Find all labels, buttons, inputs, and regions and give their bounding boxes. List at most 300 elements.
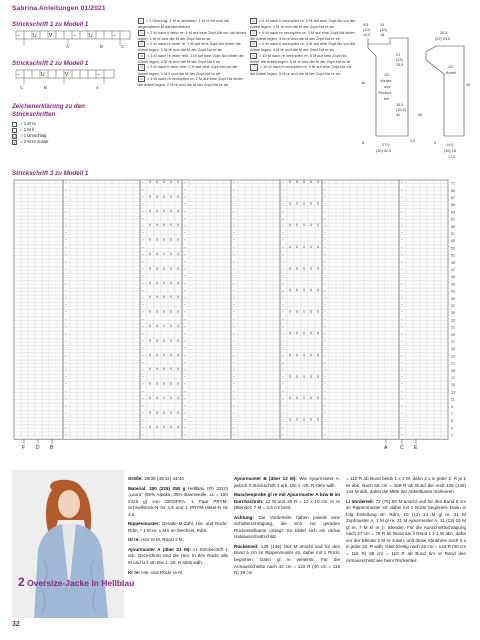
svg-text:–: – (184, 223, 186, 228)
abbr-text: = 6 M nach re verzopfen re: 3 M auf eine Zopf-Nd hinter die Arbeit legen, 3 M re und die M der Zopf-Nd re str (250, 29, 356, 41)
svg-text:–: – (282, 237, 284, 242)
svg-text:U: U (163, 396, 166, 400)
svg-text:–: – (324, 410, 326, 415)
para-text: Hin- und Rückr re M. (140, 569, 184, 575)
svg-text:U: U (170, 208, 173, 213)
svg-text:–: – (65, 352, 67, 357)
svg-text:U: U (170, 424, 173, 429)
svg-text:–: – (324, 374, 326, 379)
svg-text:U: U (289, 266, 292, 271)
svg-text:U: U (170, 381, 173, 386)
svg-text:–: – (324, 403, 326, 408)
svg-text:–: – (282, 424, 284, 429)
svg-text:U: U (41, 72, 45, 78)
svg-text:–: – (65, 237, 67, 242)
svg-text:–: – (65, 316, 67, 321)
svg-text:–: – (142, 180, 144, 184)
svg-text:–: – (65, 396, 67, 400)
svg-text:–: – (401, 244, 403, 249)
svg-text:U: U (170, 410, 173, 415)
row-number: 51 (451, 253, 455, 258)
svg-text:–: – (324, 187, 326, 192)
chart3-bottom-letter: D (36, 445, 40, 452)
legend-text: = 1 Umschlag (20, 133, 47, 138)
svg-text:U: U (163, 237, 166, 242)
svg-text:U: U (163, 223, 166, 228)
svg-text:U: U (317, 417, 320, 422)
svg-text:–: – (233, 374, 235, 379)
svg-text:U: U (149, 396, 152, 400)
svg-text:–: – (233, 252, 235, 256)
svg-text:–: – (324, 180, 326, 184)
schem-label: 9,5 (363, 23, 369, 27)
abbr-entry: ⤱ = 6 M nach re verzopfen re: 3 M auf eine Zopf-Nd hinter die Arbeit legen, 3 M re und die M der Zopf-Nd re str (250, 29, 356, 41)
svg-text:U: U (170, 367, 173, 372)
schem-label: 18 (380, 33, 385, 37)
abbr-text: = 6 M nach li verzopfen re: 3 M auf eine Zopf-Nd vor die Arbeit legen, 3 M re und die M der Zopf-Nd re str (250, 41, 356, 53)
svg-text:U: U (170, 180, 173, 184)
svg-text:U: U (163, 424, 166, 429)
svg-text:U: U (303, 374, 306, 379)
svg-text:–: – (233, 316, 235, 321)
instructions-column-3 (346, 476, 466, 564)
svg-text:–: – (233, 360, 235, 364)
svg-text:U: U (177, 424, 180, 429)
svg-text:–: – (401, 259, 403, 264)
svg-text:U: U (177, 396, 180, 400)
svg-text:–: – (324, 388, 326, 393)
svg-text:–: – (282, 266, 284, 271)
instruction-para (128, 476, 228, 483)
svg-text:U: U (310, 244, 313, 249)
svg-text:–: – (324, 396, 326, 400)
svg-text:U: U (156, 180, 159, 184)
svg-text:–: – (233, 237, 235, 242)
svg-text:–: – (233, 324, 235, 328)
svg-text:U: U (177, 208, 180, 213)
svg-text:U: U (289, 374, 292, 379)
svg-text:–: – (282, 316, 284, 321)
svg-text:–: – (324, 230, 326, 235)
svg-text:U: U (303, 331, 306, 336)
svg-text:–: – (142, 331, 144, 336)
svg-text:–: – (401, 367, 403, 372)
svg-text:U: U (149, 338, 152, 343)
svg-text:–: – (282, 302, 284, 307)
svg-text:U: U (289, 244, 292, 249)
svg-text:–: – (233, 417, 235, 422)
svg-text:–: – (282, 259, 284, 264)
svg-text:–: – (65, 367, 67, 372)
row-number: 9 (451, 404, 453, 409)
schem-label: 35,5 (396, 103, 404, 107)
svg-text:–: – (401, 324, 403, 328)
schem-label: 36 (418, 113, 423, 117)
row-number: 29 (451, 332, 455, 337)
svg-text:U: U (317, 201, 320, 206)
svg-text:–: – (142, 288, 144, 292)
svg-text:U: U (296, 201, 299, 206)
schem-label: (33,5) (396, 108, 406, 112)
svg-text:–: – (184, 201, 186, 206)
svg-text:U: U (310, 331, 313, 336)
photo-caption-text: Oversize-Jacke in Hellblau (27, 578, 135, 588)
svg-text:–: – (184, 244, 186, 249)
svg-text:U: U (156, 352, 159, 357)
svg-text:–: – (184, 180, 186, 184)
svg-text:–: – (233, 259, 235, 264)
chart1-title: Strickschrift 1 zu Modell 1 (12, 21, 89, 28)
svg-text:U: U (296, 417, 299, 422)
svg-text:–: – (142, 252, 144, 256)
svg-text:U: U (289, 223, 292, 228)
legend-item (12, 139, 49, 145)
svg-text:U: U (303, 396, 306, 400)
svg-text:–: – (184, 194, 186, 199)
svg-text:–: – (142, 316, 144, 321)
svg-text:–: – (142, 410, 144, 415)
svg-text:U: U (177, 194, 180, 199)
row-number: 25 (451, 347, 455, 352)
garment-schematic (360, 18, 472, 168)
svg-text:–: – (324, 324, 326, 328)
svg-text:–: – (401, 295, 403, 300)
svg-text:U: U (310, 396, 313, 400)
chart1-letter-a: A (66, 44, 69, 49)
legend-list (12, 121, 49, 145)
svg-text:–: – (282, 410, 284, 415)
svg-text:U: U (177, 352, 180, 357)
svg-text:–: – (233, 201, 235, 206)
row-number: 35 (451, 311, 455, 316)
schem-label: 14 (380, 23, 385, 27)
svg-text:U: U (156, 338, 159, 343)
svg-text:U: U (177, 280, 180, 285)
svg-text:U: U (303, 266, 306, 271)
svg-text:–: – (65, 230, 67, 235)
svg-text:U: U (296, 309, 299, 314)
svg-text:–: – (282, 208, 284, 213)
svg-text:–: – (142, 266, 144, 271)
svg-text:U: U (170, 252, 173, 256)
svg-text:–: – (184, 273, 186, 278)
svg-text:–: – (184, 432, 186, 436)
svg-text:–: – (142, 345, 144, 350)
para-label: Kr re: (128, 569, 141, 575)
svg-text:–: – (282, 223, 284, 228)
para-label: Li Vorderteil: (346, 498, 375, 504)
svg-text:–: – (282, 374, 284, 379)
svg-text:–: – (73, 33, 76, 39)
svg-text:–: – (282, 252, 284, 256)
svg-text:–: – (184, 360, 186, 364)
svg-text:–: – (184, 316, 186, 321)
svg-text:–: – (324, 302, 326, 307)
svg-text:–: – (324, 381, 326, 386)
svg-text:U: U (303, 309, 306, 314)
svg-text:–: – (401, 280, 403, 285)
svg-text:–: – (324, 244, 326, 249)
svg-text:–: – (282, 216, 284, 220)
svg-text:U: U (163, 381, 166, 386)
svg-text:–: – (142, 230, 144, 235)
svg-text:–: – (282, 230, 284, 235)
svg-text:–: – (65, 201, 67, 206)
svg-text:U: U (289, 288, 292, 292)
svg-text:U: U (289, 309, 292, 314)
instruction-para (346, 476, 466, 496)
chart3-bottom-letter: B (50, 445, 54, 452)
svg-text:–: – (233, 216, 235, 220)
instruction-para (234, 476, 340, 489)
svg-text:–: – (401, 309, 403, 314)
svg-text:U: U (163, 266, 166, 271)
svg-text:U: U (149, 381, 152, 386)
svg-text:U: U (149, 324, 152, 328)
svg-text:U: U (156, 194, 159, 199)
abbr-entry: ⤲ = 6 M nach li verzopfen re: 3 M auf eine Zopf-Nd vor die Arbeit legen, 3 M re und die M der Zopf-Nd re str (250, 41, 356, 53)
svg-text:–: – (233, 424, 235, 429)
schem-label: 17,5 (448, 155, 456, 159)
svg-text:–: – (65, 288, 67, 292)
abbr-text: = 2 M nach li verkr re: 1 M auf eine Zopf-Nd vor die Arbeit legen, 1 M re und die M der Zopf-Nd re str (138, 29, 246, 41)
row-number: 71 (451, 181, 455, 186)
svg-text:U: U (156, 252, 159, 256)
svg-text:U: U (156, 280, 159, 285)
chart2-letter-b: B (44, 85, 47, 90)
svg-text:U: U (296, 244, 299, 249)
svg-text:U: U (310, 374, 313, 379)
svg-text:U: U (303, 223, 306, 228)
schem-label: 8 (362, 141, 365, 145)
svg-text:–: – (142, 259, 144, 264)
svg-text:–: – (142, 417, 144, 422)
svg-text:U: U (289, 180, 292, 184)
svg-text:U: U (163, 180, 166, 184)
svg-text:U: U (296, 180, 299, 184)
svg-text:–: – (324, 352, 326, 357)
schem-label: (16) 18 (444, 149, 457, 153)
svg-text:–: – (324, 201, 326, 206)
svg-text:–: – (324, 208, 326, 213)
svg-text:U: U (303, 417, 306, 422)
svg-text:–: – (184, 374, 186, 379)
svg-text:–: – (184, 396, 186, 400)
para-text: Wie Ajourmuster A, jedoch lt Strickschrift 2 arb. Die 1.-20. R stets wdh. (234, 476, 340, 488)
para-text: Lt Strickschrift 1 arb. Gezeichnet sind die Hinr. In den Rückr alle M und U li str. Die 1.-26. R stets wdh. (128, 546, 228, 566)
svg-text:–: – (282, 187, 284, 192)
row-number: 53 (451, 246, 455, 251)
svg-text:–: – (324, 424, 326, 429)
svg-text:–: – (324, 367, 326, 372)
svg-text:U: U (149, 208, 152, 213)
schem-label: 46 (361, 81, 366, 85)
svg-text:U: U (296, 331, 299, 336)
svg-text:U: U (177, 324, 180, 328)
row-number: 47 (451, 268, 455, 272)
abbr-text: = 10 M nach re verzopfen re: 5 M auf eine Zopf-Nd hinter die Arbeit legen, 5 M re und die M der Zopf-Nd re str (250, 52, 351, 65)
svg-text:U: U (317, 309, 320, 314)
svg-text:–: – (184, 187, 186, 192)
svg-text:–: – (65, 345, 67, 350)
svg-text:U: U (317, 352, 320, 357)
row-number: 49 (451, 260, 455, 265)
svg-text:U: U (149, 367, 152, 372)
svg-text:–: – (401, 194, 403, 199)
row-number: 57 (451, 232, 455, 236)
chart1-letter-b: B (100, 44, 103, 49)
svg-text:–: – (324, 295, 326, 300)
svg-text:–: – (65, 417, 67, 422)
svg-text:–: – (233, 331, 235, 336)
para-text: 138 (146) 154 M anschl und für den Bund 5 cm im Rippenmuster str, dabei mit 1 Rückr beginnen. Dann gl re weiterstr. Für die Armausschnitte nach 42 cm = 122 R (40 cm = 116 R) 38 cm (234, 543, 340, 576)
svg-text:–: – (184, 259, 186, 264)
svg-text:U: U (289, 331, 292, 336)
svg-text:U: U (303, 180, 306, 184)
svg-text:U: U (170, 280, 173, 285)
svg-text:U: U (156, 410, 159, 415)
svg-text:–: – (324, 360, 326, 364)
svg-text:U: U (149, 180, 152, 184)
svg-text:–: – (142, 302, 144, 307)
svg-text:–: – (233, 381, 235, 386)
svg-text:–: – (282, 309, 284, 314)
svg-text:–: – (324, 252, 326, 256)
svg-text:–: – (233, 396, 235, 400)
svg-text:–: – (282, 244, 284, 249)
svg-text:–: – (282, 432, 284, 436)
svg-text:–: – (233, 352, 235, 357)
svg-text:–: – (282, 417, 284, 422)
svg-text:U: U (156, 208, 159, 213)
svg-text:–: – (233, 338, 235, 343)
svg-text:–: – (233, 180, 235, 184)
svg-text:–: – (184, 424, 186, 429)
row-number: 59 (451, 224, 455, 229)
svg-text:U: U (317, 223, 320, 228)
svg-text:–: – (142, 403, 144, 408)
svg-text:–: – (401, 396, 403, 400)
svg-text:U: U (317, 266, 320, 271)
svg-text:U: U (177, 295, 180, 300)
svg-text:–: – (324, 280, 326, 285)
abbr-entry: ⤫ = 2 M nach li verkr re: 1 M auf eine Zopf-Nd vor die Arbeit legen, 1 M re und die M der Zopf-Nd re str (138, 29, 246, 41)
svg-text:–: – (142, 367, 144, 372)
svg-text:–: – (233, 403, 235, 408)
svg-text:–: – (65, 194, 67, 199)
svg-text:U: U (149, 280, 152, 285)
instruction-para (234, 515, 340, 541)
svg-text:U: U (177, 309, 180, 314)
svg-text:U: U (170, 266, 173, 271)
para-label: Ajourmuster B (über 12 M): (234, 476, 297, 481)
row-number: 43 (451, 282, 455, 287)
chart1-letter-c: C (121, 44, 125, 49)
svg-text:–: – (324, 288, 326, 292)
svg-text:U: U (163, 309, 166, 314)
instruction-para (128, 537, 228, 544)
svg-text:–: – (282, 367, 284, 372)
svg-text:–: – (401, 417, 403, 422)
svg-text:U: U (149, 309, 152, 314)
schem-label: 1,5 (410, 139, 416, 143)
schem-label: 14,5 (446, 143, 454, 147)
svg-text:U: U (170, 352, 173, 357)
svg-text:–: – (282, 381, 284, 386)
schem-label: 1/2 (384, 73, 390, 77)
legend-symbol: – (13, 128, 16, 133)
schem-label: (22) 23,5 (435, 37, 451, 41)
chart3-bottom-letter: E (414, 445, 418, 452)
svg-text:–: – (324, 345, 326, 350)
svg-text:U: U (296, 266, 299, 271)
svg-text:U: U (310, 309, 313, 314)
svg-text:–: – (142, 352, 144, 357)
svg-text:U: U (163, 352, 166, 357)
svg-text:–: – (65, 244, 67, 249)
svg-text:U: U (163, 367, 166, 372)
svg-text:U: U (170, 223, 173, 228)
legend-symbol: V (13, 140, 16, 145)
row-number: 39 (451, 296, 455, 301)
svg-text:–: – (65, 266, 67, 271)
svg-text:U: U (156, 295, 159, 300)
legend-title: Zeichenerklärung zu den Strickschriften (12, 103, 85, 118)
svg-text:U: U (170, 396, 173, 400)
row-number: 23 (451, 354, 455, 359)
instruction-para (234, 544, 340, 577)
svg-text:U: U (156, 396, 159, 400)
svg-text:U: U (296, 374, 299, 379)
svg-text:U: U (163, 324, 166, 328)
abbr-entry: ⤭ = 3 M nach re verkr re/li: 1 M auf eine Zopf-Nd hinter die Arbeit legen, 2 M re und die M der Zopf-Nd li str (138, 52, 244, 65)
schem-label: (10) (363, 28, 370, 32)
abbr-text: = 3 M nach re verkr re/li: 1 M auf eine Zopf-Nd hinter die Arbeit legen, 2 M re und die M der Zopf-Nd li str (138, 52, 244, 65)
svg-text:–: – (233, 244, 235, 249)
svg-text:–: – (282, 280, 284, 285)
schem-label: 1/2 (448, 65, 454, 69)
svg-text:–: – (17, 33, 20, 39)
svg-text:–: – (324, 331, 326, 336)
abbr-text: = 1 Überzug: 1 M re abheben, 1 M re str und die abgehobene M darüberziehen (138, 18, 229, 30)
schem-label: 10,5 (363, 33, 371, 37)
svg-text:U: U (303, 352, 306, 357)
instructions-column-1 (128, 476, 228, 576)
svg-text:–: – (142, 324, 144, 328)
photo-number: 2 (18, 575, 25, 589)
svg-text:U: U (149, 295, 152, 300)
svg-text:U: U (289, 396, 292, 400)
svg-text:–: – (184, 309, 186, 314)
svg-text:U: U (296, 288, 299, 292)
svg-text:–: – (184, 367, 186, 372)
schem-label: Vorder- (380, 79, 393, 83)
schem-label: teil (384, 97, 389, 101)
row-number: 13 (451, 390, 455, 395)
svg-text:–: – (184, 352, 186, 357)
svg-text:U: U (177, 237, 180, 242)
svg-text:–: – (65, 360, 67, 364)
svg-text:–: – (184, 410, 186, 415)
abbr-entry: ⤰ = 4 M nach li verzopfen re: 2 M auf eine Zopf-Nd vor die Arbeit legen, 2 M re und die M der Zopf-Nd re str (250, 18, 356, 30)
para-label: Rückenteil: (234, 543, 259, 549)
svg-text:–: – (282, 180, 284, 184)
svg-text:–: – (401, 316, 403, 321)
svg-text:–: – (142, 208, 144, 213)
svg-text:–: – (401, 223, 403, 228)
para-label: Größe: (128, 476, 143, 481)
svg-text:U: U (149, 266, 152, 271)
